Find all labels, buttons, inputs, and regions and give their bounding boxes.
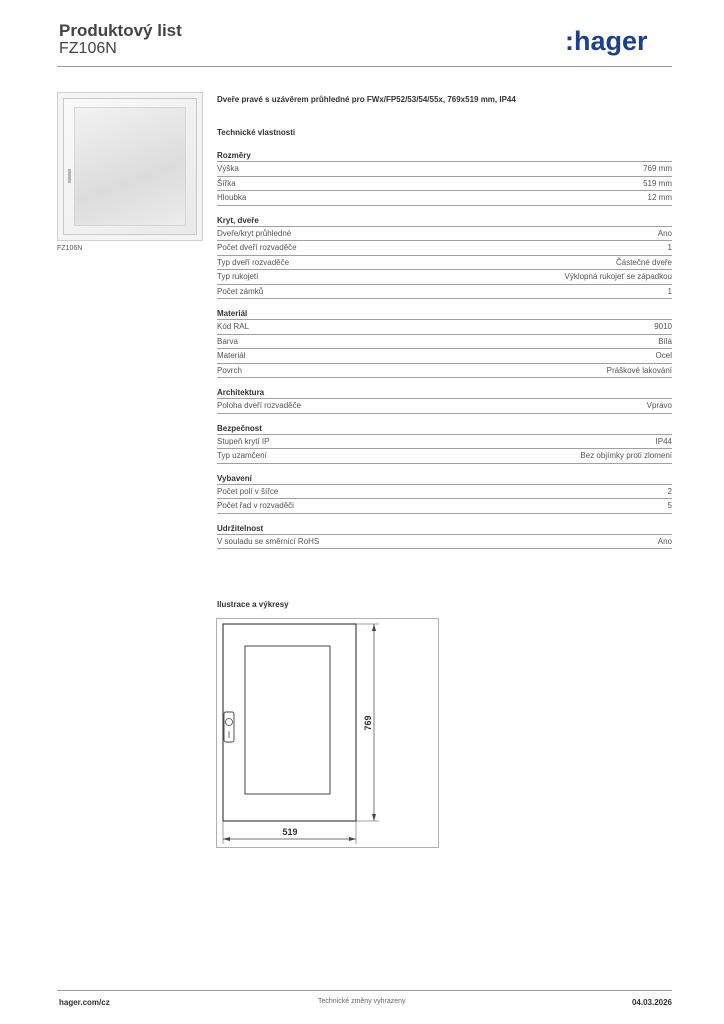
group-spacer bbox=[217, 464, 672, 473]
spec-label: Poloha dveří rozvaděče bbox=[217, 401, 302, 410]
group-spacer bbox=[217, 414, 672, 423]
spec-label: Typ rukojetí bbox=[217, 272, 259, 281]
spec-value: Bez objímky proti zlomení bbox=[580, 451, 672, 460]
group-spacer bbox=[217, 378, 672, 387]
spec-group bbox=[217, 423, 672, 464]
footer-divider bbox=[57, 990, 672, 991]
spec-row bbox=[217, 399, 672, 414]
spec-row bbox=[217, 162, 672, 177]
spec-group bbox=[217, 308, 672, 378]
svg-text::hager: :hager bbox=[565, 26, 648, 56]
spec-value: Bílá bbox=[658, 336, 672, 346]
spec-row bbox=[217, 535, 672, 550]
spec-value: Ano bbox=[657, 536, 672, 546]
spec-label: Výška bbox=[217, 164, 239, 173]
spec-group bbox=[217, 387, 672, 414]
spec-row bbox=[217, 449, 672, 464]
door-drawing bbox=[217, 619, 440, 849]
spec-label: Povrch bbox=[217, 365, 242, 375]
spec-row bbox=[217, 349, 672, 364]
product-image bbox=[57, 92, 203, 241]
spec-row bbox=[217, 364, 672, 379]
spec-label: Typ dveří rozvaděče bbox=[217, 257, 290, 267]
spec-group-title: Kryt, dveře bbox=[217, 215, 672, 227]
spec-value: 2 bbox=[667, 486, 672, 496]
specifications bbox=[217, 95, 672, 549]
footer-website-link[interactable]: hager.com/cz bbox=[59, 998, 110, 1007]
spec-value: 1 bbox=[667, 243, 672, 252]
spec-row bbox=[217, 320, 672, 335]
product-description: Dveře pravé s uzávěrem průhledné pro FWx/FP52/53/54/55x, 769x519 mm, IP44 bbox=[217, 95, 516, 104]
product-image-caption: FZ106N bbox=[57, 245, 83, 252]
spec-value: 5 bbox=[667, 501, 672, 510]
spec-group bbox=[217, 473, 672, 514]
window-outline bbox=[245, 646, 330, 794]
spec-label: Materiál bbox=[217, 351, 246, 360]
door-handle bbox=[68, 169, 71, 183]
spec-group-title: Vybavení bbox=[217, 473, 672, 485]
spec-label: Šířka bbox=[217, 178, 236, 188]
spec-value: Vpravo bbox=[646, 401, 672, 410]
spec-group bbox=[217, 150, 672, 206]
door-frame bbox=[63, 98, 197, 235]
spec-label: Dveře/kryt průhledné bbox=[217, 228, 292, 238]
spec-group bbox=[217, 215, 672, 300]
spec-row bbox=[217, 227, 672, 242]
product-code: FZ106N bbox=[59, 40, 117, 57]
spec-label: Barva bbox=[217, 336, 238, 346]
spec-label: Kód RAL bbox=[217, 322, 250, 331]
spec-label: Hloubka bbox=[217, 193, 247, 202]
spec-value: Výklopná rukojeť se západkou bbox=[564, 272, 672, 281]
spec-row bbox=[217, 270, 672, 285]
width-dimension-label: 519 bbox=[282, 827, 298, 837]
spec-row bbox=[217, 256, 672, 271]
illustrations-title: Ilustrace a výkresy bbox=[217, 600, 289, 609]
header-divider bbox=[57, 66, 672, 67]
spec-value: Práškové lakování bbox=[606, 365, 672, 375]
spec-group-title: Architektura bbox=[217, 387, 672, 399]
spec-value: Ano bbox=[657, 228, 672, 238]
door-outline bbox=[223, 624, 356, 821]
spec-label: Počet polí v šířce bbox=[217, 486, 279, 496]
page-title: Produktový list bbox=[59, 21, 182, 40]
spec-value: IP44 bbox=[655, 436, 672, 446]
spec-label: Typ uzamčení bbox=[217, 451, 267, 460]
group-spacer bbox=[217, 206, 672, 215]
spec-group bbox=[217, 523, 672, 550]
spec-group-title: Udržitelnost bbox=[217, 523, 672, 535]
technical-drawing bbox=[216, 618, 439, 848]
spec-value: 769 mm bbox=[643, 164, 672, 173]
height-dimension-label: 769 bbox=[363, 715, 373, 731]
spec-label: Počet zámků bbox=[217, 286, 264, 296]
spec-row bbox=[217, 241, 672, 256]
spec-group-title: Bezpečnost bbox=[217, 423, 672, 435]
footer-notice: Technické změny vyhrazeny bbox=[318, 998, 406, 1005]
technical-properties-title: Technické vlastnosti bbox=[217, 128, 296, 137]
spec-row bbox=[217, 191, 672, 206]
spec-value: 12 mm bbox=[647, 193, 672, 202]
group-spacer bbox=[217, 299, 672, 308]
spec-label: Počet řad v rozvaděči bbox=[217, 501, 294, 510]
spec-label: Počet dveří rozvaděče bbox=[217, 243, 297, 252]
spec-row bbox=[217, 335, 672, 350]
footer-date: 04.03.2026 bbox=[631, 998, 672, 1007]
spec-row bbox=[217, 499, 672, 514]
spec-value: 9010 bbox=[654, 322, 672, 331]
door-glass bbox=[74, 107, 186, 226]
spec-value: Částečné dveře bbox=[615, 257, 672, 267]
spec-row bbox=[217, 485, 672, 500]
spec-row bbox=[217, 285, 672, 300]
spec-row bbox=[217, 177, 672, 192]
spec-group-title: Rozměry bbox=[217, 150, 672, 162]
hager-logo bbox=[565, 25, 675, 57]
spec-group-title: Materiál bbox=[217, 308, 672, 320]
spec-label: Stupeň krytí IP bbox=[217, 436, 270, 446]
spec-row bbox=[217, 435, 672, 450]
spec-value: 519 mm bbox=[643, 178, 672, 188]
spec-value: Ocel bbox=[655, 351, 672, 360]
group-spacer bbox=[217, 514, 672, 523]
spec-groups bbox=[217, 150, 672, 549]
spec-label: V souladu se směrnicí RoHS bbox=[217, 536, 320, 546]
spec-value: 1 bbox=[667, 286, 672, 296]
